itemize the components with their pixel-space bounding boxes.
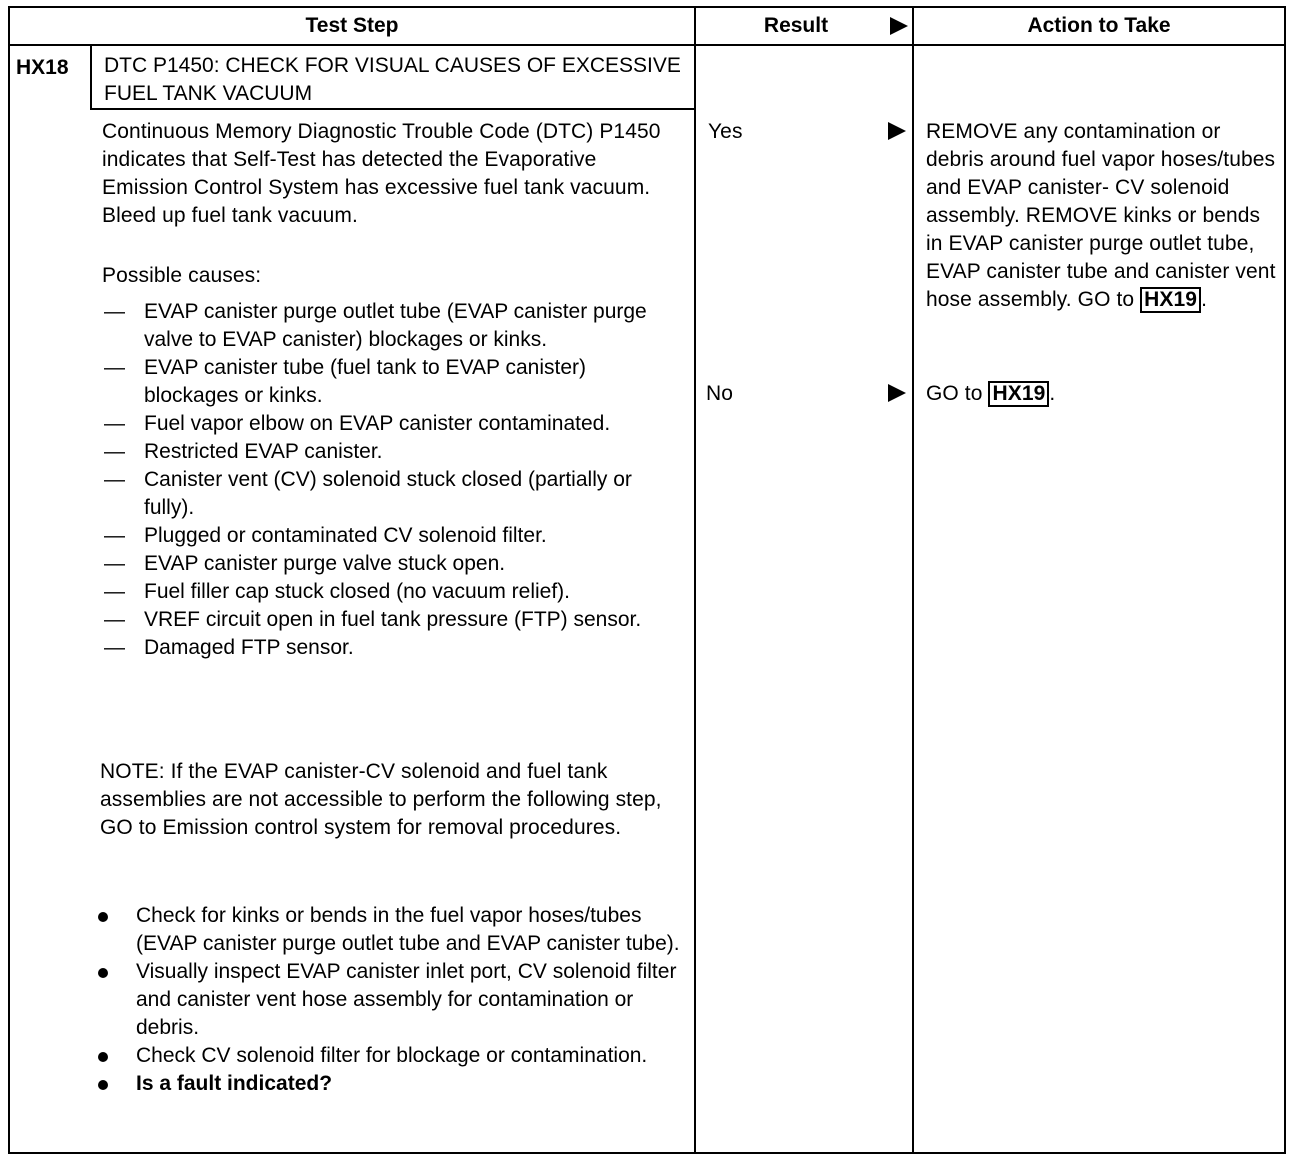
- causes-list: [104, 298, 684, 662]
- col-divider-step-result: [694, 6, 696, 1154]
- list-item: [96, 1070, 686, 1098]
- list-item: [104, 438, 684, 466]
- dash-marker: —: [104, 552, 125, 575]
- header-result: Result: [763, 14, 829, 37]
- cause-text: EVAP canister purge outlet tube (EVAP canister purge valve to EVAP canister) blockages or kinks.: [144, 300, 647, 351]
- cause-text: Canister vent (CV) solenoid stuck closed (partially or fully).: [144, 468, 632, 519]
- header-test-step: Test Step: [305, 14, 399, 37]
- step-reference-hx19[interactable]: HX19: [1140, 287, 1201, 313]
- check-text: Visually inspect EVAP canister inlet port, CV solenoid filter and canister vent hose assembly for contamination or debris.: [136, 960, 677, 1039]
- col-divider-result-action: [912, 6, 914, 1154]
- list-item: [96, 902, 686, 958]
- cause-text: Fuel vapor elbow on EVAP canister contaminated.: [144, 412, 611, 435]
- action-no: [926, 380, 1278, 408]
- list-item: [104, 466, 684, 522]
- check-text: Check for kinks or bends in the fuel vapor hoses/tubes (EVAP canister purge outlet tube and EVAP canister tube).: [136, 904, 680, 955]
- dash-marker: —: [104, 440, 125, 463]
- list-item: [104, 634, 684, 662]
- header-arrow-icon: [890, 17, 908, 35]
- step-reference-hx19[interactable]: HX19: [988, 381, 1049, 407]
- header-divider: [8, 44, 1286, 46]
- list-item: [104, 410, 684, 438]
- cause-text: VREF circuit open in fuel tank pressure (FTP) sensor.: [144, 608, 642, 631]
- step-title-divider: [90, 108, 696, 110]
- list-item: [104, 522, 684, 550]
- bullet-icon: [98, 1080, 108, 1090]
- result-yes-label: Yes: [708, 120, 743, 143]
- step-intro: Continuous Memory Diagnostic Trouble Code (DTC) P1450 indicates that Self-Test has detected the Evaporative Emission Control System has excessive fuel tank vacuum. Bleed up fuel tank vacuum.: [102, 120, 661, 227]
- dash-marker: —: [104, 356, 125, 379]
- check-text: Check CV solenoid filter for blockage or contamination.: [136, 1044, 648, 1067]
- bullet-icon: [98, 912, 108, 922]
- bullet-icon: [98, 1052, 108, 1062]
- cause-text: Restricted EVAP canister.: [144, 440, 383, 463]
- list-item: [104, 578, 684, 606]
- action-yes-end: .: [1201, 288, 1208, 311]
- step-title: DTC P1450: CHECK FOR VISUAL CAUSES OF EXCESSIVE FUEL TANK VACUUM: [104, 54, 681, 105]
- step-id-divider: [90, 44, 92, 110]
- possible-causes-label: Possible causes:: [102, 264, 262, 287]
- dash-marker: —: [104, 468, 125, 491]
- dash-marker: —: [104, 300, 125, 323]
- action-yes-text: REMOVE any contamination or debris around fuel vapor hoses/tubes and EVAP canister- CV solenoid assembly. REMOVE kinks or bends in EVAP canister purge outlet tube, EVAP canister tube and canister vent hose assembly. GO to: [926, 120, 1276, 311]
- table-border-right: [1284, 6, 1286, 1154]
- cause-text: EVAP canister purge valve stuck open.: [144, 552, 506, 575]
- step-id: HX18: [16, 56, 69, 79]
- dash-marker: —: [104, 412, 125, 435]
- dash-marker: —: [104, 524, 125, 547]
- list-item: [96, 1042, 686, 1070]
- action-no-end: .: [1049, 382, 1056, 405]
- result-no-arrow-icon: [888, 384, 906, 402]
- bullet-icon: [98, 968, 108, 978]
- step-note: NOTE: If the EVAP canister-CV solenoid and fuel tank assemblies are not accessible to perform the following step, GO to Emission control system for removal procedures.: [100, 760, 662, 839]
- table-border-left: [8, 6, 10, 1154]
- action-no-text: GO to: [926, 382, 983, 405]
- table-border-bottom: [8, 1152, 1286, 1154]
- dash-marker: —: [104, 608, 125, 631]
- checks-list: [96, 902, 686, 1098]
- action-yes: [926, 118, 1278, 314]
- list-item: [104, 550, 684, 578]
- result-yes-arrow-icon: [888, 122, 906, 140]
- list-item: [96, 958, 686, 1042]
- header-action: Action to Take: [1027, 14, 1171, 37]
- question-text: Is a fault indicated?: [136, 1072, 333, 1095]
- result-no-label: No: [706, 382, 734, 405]
- list-item: [104, 298, 684, 354]
- cause-text: EVAP canister tube (fuel tank to EVAP canister) blockages or kinks.: [144, 356, 587, 407]
- dash-marker: —: [104, 636, 125, 659]
- cause-text: Damaged FTP sensor.: [144, 636, 354, 659]
- dash-marker: —: [104, 580, 125, 603]
- cause-text: Fuel filler cap stuck closed (no vacuum relief).: [144, 580, 570, 603]
- list-item: [104, 354, 684, 410]
- list-item: [104, 606, 684, 634]
- cause-text: Plugged or contaminated CV solenoid filter.: [144, 524, 547, 547]
